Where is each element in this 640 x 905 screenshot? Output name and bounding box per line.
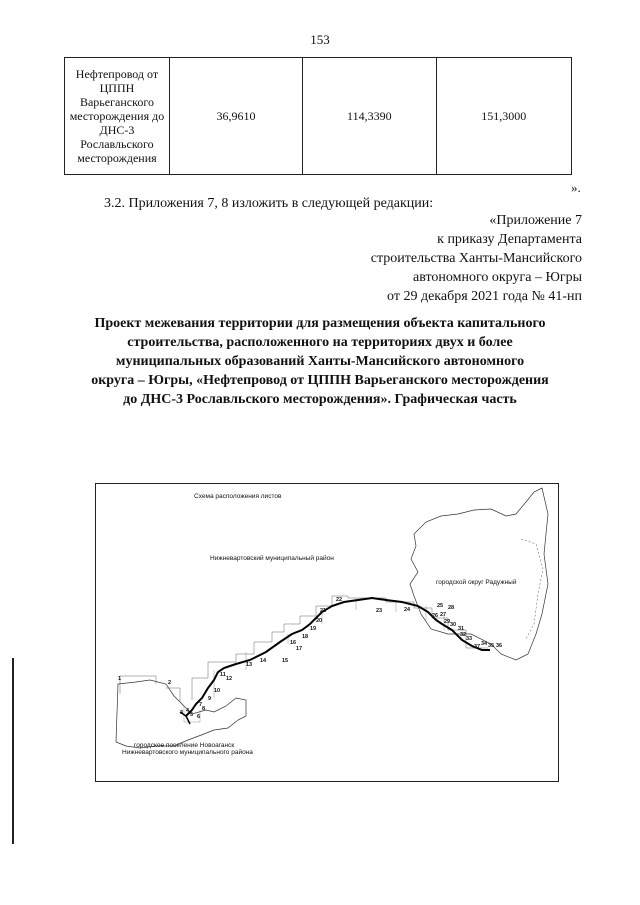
map-figure	[95, 483, 559, 782]
sheet-label: 24	[404, 607, 411, 613]
sheet-label: 23	[376, 608, 383, 614]
sheet-label: 1	[118, 676, 122, 682]
sheet-label: 20	[316, 618, 323, 624]
sheet-grid	[184, 598, 447, 722]
sheet-label: 31	[458, 626, 465, 632]
sheet-label: 10	[214, 688, 221, 694]
document-title-line: округа – Югры, «Нефтепровод от ЦППН Варьеганского месторождения	[91, 373, 549, 388]
sheet-label: 3	[180, 710, 184, 716]
object-name-line: Нефтепровод от	[75, 67, 159, 81]
approval-line: к приказу Департамента	[437, 232, 582, 247]
map-drawing	[96, 484, 558, 781]
sheet-label: 32	[460, 632, 467, 638]
sheet-label: 25	[437, 603, 444, 609]
sheet-label: 26	[432, 613, 439, 619]
sheet-label: 30	[450, 622, 457, 628]
sheet-label: 27	[440, 612, 447, 618]
sheet-label: 18	[302, 634, 309, 640]
sheet-label: 8	[202, 706, 206, 712]
sheet-label: 17	[296, 646, 303, 652]
sheet-label: 5	[190, 712, 194, 718]
sheet-label: 28	[448, 605, 455, 611]
sheet-label: 29	[444, 619, 451, 625]
value-cell-3: 151,3000	[436, 58, 571, 175]
document-title-line: до ДНС-3 Рославльского месторождения». Графическая часть	[123, 392, 517, 407]
sheet-label: 33	[466, 636, 473, 642]
table-row	[65, 58, 572, 175]
object-name-line: ЦППН	[99, 81, 135, 95]
sheet-label: 37	[474, 644, 481, 650]
sheet-label: 11	[220, 672, 226, 678]
document-title-line: муниципальных образований Ханты-Мансийского автономного	[115, 354, 525, 369]
object-name-line: Варьеганского	[79, 95, 154, 109]
approval-line: от 29 декабря 2021 года № 41-нп	[387, 289, 582, 304]
sheet-label: 13	[246, 662, 253, 668]
sheet-label: 21	[320, 608, 327, 614]
novoagansk-label-2: Нижневартовского муниципального района	[122, 749, 253, 756]
value-cell-2: 114,3390	[303, 58, 436, 175]
sheet-label: 34	[481, 641, 488, 647]
scan-edge-mark	[12, 658, 14, 844]
sheet-label: 2	[168, 680, 172, 686]
sheet-label: 36	[496, 643, 503, 649]
scheme-label: Схема расположения листов	[194, 493, 282, 500]
raduzhny-inner-contour	[521, 539, 543, 639]
object-name-line: месторождения	[77, 151, 157, 165]
sheet-label: 22	[336, 597, 343, 603]
sheet-label: 35	[488, 643, 495, 649]
approval-line: автономного округа – Югры	[413, 270, 582, 285]
district-label: Нижневартовский муниципальный район	[210, 555, 334, 562]
closing-quote: ».	[571, 180, 581, 195]
sheet-label: 7	[199, 702, 203, 708]
object-name-line: месторождения до	[69, 109, 165, 123]
sheet-label: 19	[310, 626, 317, 632]
sheet-label: 15	[282, 658, 289, 664]
object-name-cell	[65, 58, 170, 175]
sheet-label: 4	[186, 708, 190, 714]
clause-text: 3.2. Приложения 7, 8 изложить в следующей редакции:	[104, 196, 434, 211]
object-name-line: ДНС-3	[99, 123, 135, 137]
volume-table	[64, 57, 572, 175]
raduzhny-label: городской округ Радужный	[436, 579, 517, 586]
novoagansk-label-1: городское поселение Новоаганск	[134, 742, 235, 749]
sheet-label: 16	[290, 640, 297, 646]
sheet-label: 12	[226, 676, 233, 682]
approval-line: строительства Ханты-Мансийского	[370, 251, 582, 266]
value-cell-1: 36,9610	[169, 58, 302, 175]
sheet-label: 9	[208, 696, 212, 702]
object-name-line: Рославльского	[80, 137, 154, 151]
sheet-grid	[120, 596, 488, 702]
sheet-label: 14	[260, 658, 267, 664]
approval-line: «Приложение 7	[489, 213, 582, 228]
page-number: 153	[310, 32, 330, 47]
sheet-label: 6	[197, 714, 201, 720]
document-title-line: строительства, расположенного на территориях двух и более	[127, 335, 513, 350]
document-title-line: Проект межевания территории для размещения объекта капитального	[94, 316, 546, 331]
raduzhny-boundary	[410, 488, 548, 660]
